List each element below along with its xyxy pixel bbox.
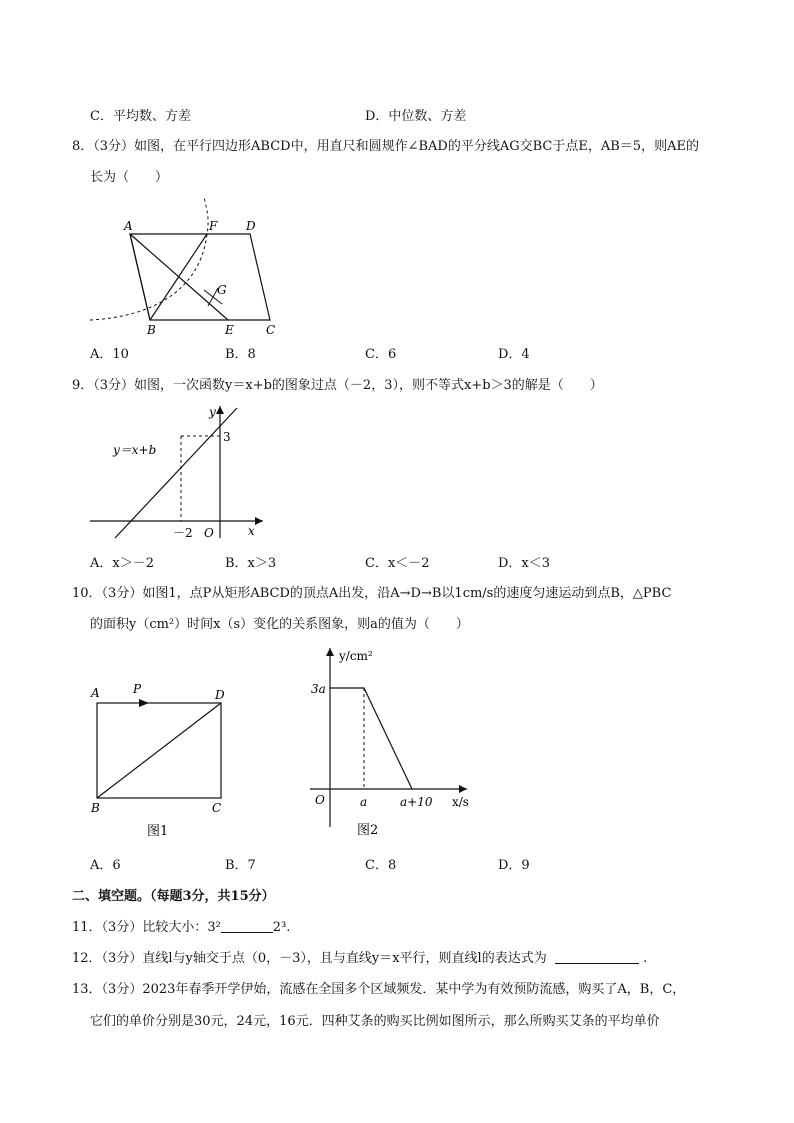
q8-stem-line1: 8．（3分）如图，在平行四边形ABCD中，用直尺和圆规作∠BAD的平分线AG交BC于点E，AB＝5，则AE的 <box>72 139 699 154</box>
label-p: P <box>133 682 142 696</box>
origin-label: O <box>315 793 325 807</box>
q11-before: 11．（3分）比较大小：3² <box>72 920 221 935</box>
q8-option-c[interactable]: C．6 <box>365 347 397 362</box>
q9-option-c[interactable]: C．x＜－2 <box>365 556 430 571</box>
q10-option-a[interactable]: A．6 <box>90 858 121 873</box>
diagonal-bd <box>97 703 221 798</box>
tick-a-plus-10: a+10 <box>400 795 433 809</box>
q10-option-c[interactable]: C．8 <box>365 858 397 873</box>
q11-after: 2³. <box>272 920 291 935</box>
function-line <box>115 408 237 538</box>
y-axis-label: y <box>209 405 216 419</box>
label-b: B <box>147 323 156 337</box>
q12-after: . <box>643 951 648 966</box>
x-axis-label: x/s <box>452 795 469 809</box>
figure-1-caption: 图1 <box>147 824 169 839</box>
q8-option-b[interactable]: B．8 <box>225 347 256 362</box>
q10-stem-line2: 的面积y（cm²）时间x（s）变化的关系图象，则a的值为（ ） <box>90 617 469 632</box>
q11-answer-blank[interactable] <box>221 920 273 933</box>
q9-linear-function-figure <box>85 398 275 543</box>
q12-answer-blank[interactable] <box>555 951 639 964</box>
section-2-title: 二、填空题。（每题3分，共15分） <box>72 889 275 904</box>
q7-option-c[interactable]: C．平均数、方差 <box>90 109 191 124</box>
q10-stem-line1: 10．（3分）如图1，点P从矩形ABCD的顶点A出发，沿A→D→B以1cm/s的速度匀速运动到点B，△PBC <box>72 586 672 601</box>
direction-arrow <box>139 699 149 707</box>
q9-stem: 9．（3分）如图，一次函数y＝x+b的图象过点（－2，3），则不等式x+b＞3的解是（ ） <box>72 378 603 393</box>
q8-stem-line2: 长为（ ） <box>90 170 169 185</box>
q8-parallelogram-figure <box>80 192 300 342</box>
q11-stem <box>72 916 290 935</box>
equation-label: y＝x+b <box>113 443 157 457</box>
q10-rectangle-figure <box>85 675 245 840</box>
q8-option-a[interactable]: A．10 <box>90 347 129 362</box>
q12-before: 12．（3分）直线l与y轴交于点（0，－3），且与直线y＝x平行，则直线l的表达式为 <box>72 951 547 966</box>
y-axis-label: y/cm² <box>339 649 373 663</box>
label-g: G <box>217 283 227 297</box>
origin-label: O <box>204 526 214 540</box>
q9-option-d[interactable]: D．x＜3 <box>498 556 551 571</box>
label-d: D <box>246 219 256 233</box>
q13-stem-line1: 13．（3分）2023年春季开学伊始，流感在全国多个区域频发．某中学为有效预防流感，购买了A，B，C， <box>72 982 686 997</box>
tick-a: a <box>360 795 368 809</box>
label-c: C <box>212 801 222 815</box>
label-f: F <box>209 219 218 233</box>
line-bf <box>150 234 207 320</box>
tick-minus-2: －2 <box>173 526 193 540</box>
q12-stem <box>72 947 647 966</box>
label-a: A <box>124 219 133 233</box>
tick-3a: 3a <box>311 682 326 696</box>
label-b: B <box>91 801 100 815</box>
q7-option-d[interactable]: D．中位数、方差 <box>365 109 467 124</box>
x-axis-label: x <box>248 524 255 538</box>
label-d: D <box>215 688 225 702</box>
q8-option-d[interactable]: D．4 <box>498 347 530 362</box>
tick-3: 3 <box>223 430 231 444</box>
q9-option-a[interactable]: A．x＞－2 <box>90 556 154 571</box>
q13-stem-line2: 它们的单价分别是30元，24元，16元．四种艾条的购买比例如图所示，那么所购买艾条的平均单价 <box>90 1014 660 1029</box>
label-e: E <box>225 323 234 337</box>
q10-option-d[interactable]: D．9 <box>498 858 530 873</box>
q10-graph-figure <box>305 642 505 842</box>
label-c: C <box>266 323 276 337</box>
q9-option-b[interactable]: B．x＞3 <box>225 556 277 571</box>
label-a: A <box>91 686 100 700</box>
q10-option-b[interactable]: B．7 <box>225 858 256 873</box>
area-graph-line <box>330 688 412 789</box>
figure-2-caption: 图2 <box>357 823 379 838</box>
